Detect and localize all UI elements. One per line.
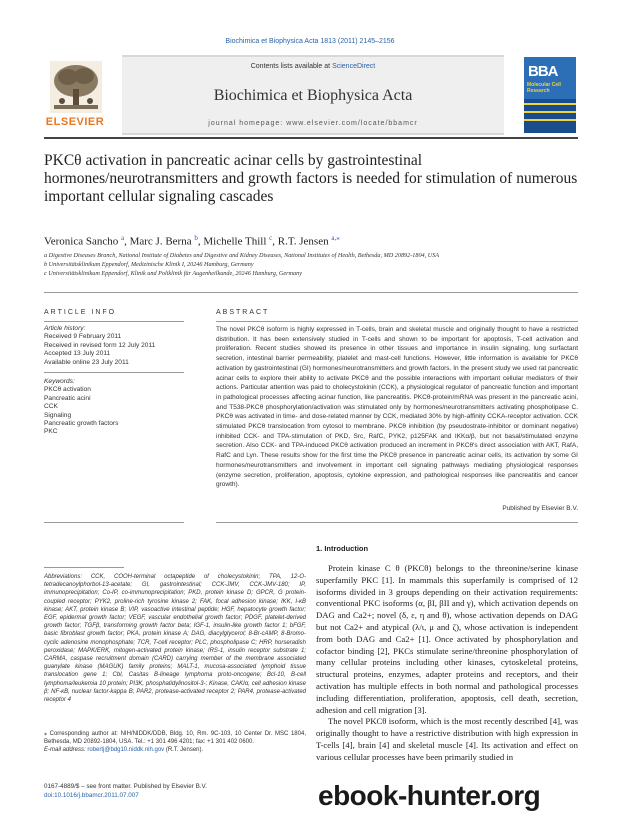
author-list: Veronica Sancho $^a$, Marc J. Berna $^b$, Michelle Thill $^c$, R.T. Jensen $^{a,⁎}$ (44, 234, 340, 248)
keyword: PKC (44, 428, 58, 436)
history-entry: Received 9 February 2011 (44, 333, 122, 341)
journal-title: Biochimica et Biophysica Acta (213, 87, 413, 104)
section-rule (44, 292, 578, 293)
email-label: E-mail address: (44, 747, 88, 754)
history-entry: Available online 23 July 2011 (44, 358, 129, 366)
cover-stripe (524, 111, 576, 113)
watermark: ebook-hunter.org (318, 780, 541, 811)
affiliation: c Universitätsklinikum Eppendorf, Klinik und Poliklinik für Augenheilkunde, 20246 Hamburg, Germany (44, 270, 302, 277)
masthead-rule (44, 137, 578, 139)
author-name[interactable]: Michelle Thill (203, 235, 267, 248)
section-heading-introduction: 1. Introduction (316, 544, 369, 553)
author-affiliation-mark[interactable]: a,⁎ (331, 234, 340, 242)
article-info-heading: ARTICLE INFO (44, 309, 117, 316)
email-line (44, 746, 306, 754)
issn-block (44, 783, 294, 800)
affiliations (44, 251, 578, 278)
contents-prefix: Contents lists available at (250, 63, 333, 70)
masthead-center (122, 55, 504, 135)
elsevier-tree-icon (50, 61, 102, 113)
corresponding-author (44, 730, 306, 755)
corresponding-text: ⁎ Corresponding author at: NIH/NIDDK/DDB, Bldg. 10, Rm. 9C-103, 10 Center Dr. MSC 1804, Bethesda, MD 20892-1804, USA. Tel.: +1 301 496 4201; fax: +1 301 402 0600. (44, 731, 306, 746)
journal-cover (524, 57, 576, 133)
issn-line: 0167-4889/$ – see front matter. Published by Elsevier B.V. (44, 783, 207, 790)
keyword: Pancreatic growth factors (44, 420, 119, 428)
divider (216, 522, 578, 523)
abstract-text: The novel PKCθ isoform is highly expressed in T-cells, brain and skeletal muscle and originally thought to have a restricted distribution. It has been extensively studied in T-cells and shown to be important for apoptosis, T-cell activation and proliferation. Recent studies showed its presence in other tissues and importance in insulin signaling, lung surfactant secretion, intestinal barrier permeability, platelet and mast-cell functions. However, little information is available for PKCθ activation by gastrointestinal (GI) hormones/neurotransmitters and growth factors. In the present study we used rat pancreatic acinar cells to explore their ability to activate PKCθ and the possible interactions with important cellular mediators of their actions. Particular attention was paid to cholecystokinin (CCK), a physiological regulator of pancreatic function and important in pathological processes affecting acinar function, like pancreatitis. PKCθ-protein/mRNA was present in the pancreatic acini, and T538-PKCθ phosphorylation/activation was stimulated only by hormones/neurotransmitters activating phospholipase C. PKCθ was activated in time- and dose-related manner by CCK, mediated 30% by high-affinity CCKA-receptor activation. CCK stimulated PKCθ translocation from cytosol to membrane. PKCθ inhibition (by pseudostrate-inhibitor or dominant negative) inhibited CCK- and TPA-stimulation of PKD, Src, RafC, PYK2, p125FAK and IKKα/β, but not basal/stimulated enzyme secretion. Also CCK- and TPA-induced PKCθ activation produced an increment in PKCθ's direct association with AKT, RafA, RafC and Lyn. These results show for the first time the PKCθ presence in pancreatic acinar cells, its activation by some GI hormones/neurotransmitters and involvement in important cell signaling pathways mediating physiological responses (enzyme secretion, proliferation, apoptosis, cytokine expression, and pathological responses like pancreatitis and cancer growth). (216, 326, 578, 489)
keywords (44, 378, 184, 437)
cover-stripe (524, 103, 576, 105)
author-name[interactable]: Marc J. Berna (129, 235, 192, 248)
divider (44, 321, 184, 322)
abbreviations-text: Abbreviations: CCK, COOH-terminal octapeptide of cholecystokinin; TPA, 12-O-tetradecanoylphorbol-13-acetate; GI, gastrointestinal; CCK-JMV, CCK-JMV-180; IP, immunoprecipitation; Co-IP, co-immunoprecipitation; PKD, protein kinase D; GPCR, G protein-coupled receptor; PYK2, proline-rich tyrosine kinase 2; FAK, focal adhesion kinase; IKK, I-κB kinase; AKT, protein kinase B; VIP, vasoactive intestinal peptide; HGF, hepatocyte growth factor; EGF, epidermal growth factor; VEGF, vascular endothelial growth factor; PDGF, platelet-derived growth factor; TGFβ, transforming growth factor beta; IGF-1, insulin-like growth factor 1; bFGF, basic fibroblast growth factor; PKA, protein kinase A; DAG, diacylglycerol; 8-Br-cAMP, 8-Bromo-cyclic adenosine monophosphate; TCR, T-cell receptor; PLC, phospholipase C; HRP, horseradish peroxidase; MAPK/ERK, mitogen-activated protein kinase; IRS-1, insulin receptor substrate 1; CARMA, caspase recruitment domain (CARD) carrying member of the membrane associated guanylate kinase (MAGUK) family proteins; MALT-1, mucosa-associated lymphoid tissue translocation gene 1; Cbl, Casitas B-lineage lymphoma proto-oncogene; Bcl-10, B-cell lymphoma/leukemia 10 protein; PI3K, phosphatidylinositol-3-; Kinase, CAKIα, cell adhesion kinase β; NF-κB, nuclear factor-kappa B; PAR2, protease-activated receptor 2; PAR4, protease-activated receptor 4 (44, 574, 306, 704)
author-name[interactable]: Veronica Sancho (44, 235, 119, 248)
keyword: PKCθ activation (44, 386, 91, 394)
sciencedirect-link[interactable]: ScienceDirect (332, 63, 376, 70)
contents-line (122, 63, 504, 70)
affiliation: b Universitätsklinikum Eppendorf, Medizinische Klinik I, 20246 Hamburg, Germany (44, 261, 254, 268)
paragraph: Protein kinase C θ (PKCθ) belongs to the threonine/serine kinase superfamily PKC [1]. In mammals this superfamily is comprised of 12 isoforms divided in 3 groups depending on their activation requirements: conventional PKC isoforms (α, βI, βII and γ), which activation depends on DAG and Ca2+; novel (δ, ε, η and θ), whose activation depends on DAG but not Ca2+ and atypical (λ/ι, μ and ζ), whose activation is independent from both DAG and Ca2+ [1]. Once activated by phosphorylation and cofactor binding [2], PKCs stimulate serine/threonine phosphorylation of many cellular proteins including other kinases, cytoskeletal proteins, structural proteins, enzymes, adapter proteins and receptors, and their activation has multiple effects in both normal and pathological processes including differentiation, proliferation, apoptosis, cell death, secretion, adhesion and cell migration [3]. (316, 563, 578, 715)
email-suffix: (R.T. Jensen). (164, 747, 204, 754)
email-link[interactable]: robertj@bdg10.niddk.nih.gov (87, 747, 165, 754)
cover-subtitle: Molecular Cell Research (527, 82, 561, 94)
author-name[interactable]: R.T. Jensen (277, 235, 329, 248)
elsevier-logo (44, 61, 106, 135)
publisher-name: ELSEVIER (45, 116, 105, 128)
keywords-label: Keywords: (44, 378, 75, 385)
keyword: Signaling (44, 411, 72, 419)
introduction-body (316, 563, 578, 764)
affiliation: a Digestive Diseases Branch, National Institute of Diabetes and Digestive and Kidney Diseases, National Institutes of Health, Bethesda, MD 20892-1804, USA (44, 252, 440, 259)
abstract-heading: ABSTRACT (216, 309, 270, 316)
published-by: Published by Elsevier B.V. (502, 505, 578, 512)
article-history (44, 325, 184, 367)
journal-homepage[interactable]: journal homepage: www.elsevier.com/locate/bbamcr (208, 120, 418, 127)
cover-stripe (524, 119, 576, 121)
divider (216, 321, 578, 322)
doi-link[interactable]: doi:10.1016/j.bbamcr.2011.07.007 (44, 791, 139, 799)
history-label: Article history: (44, 325, 86, 332)
keyword: Pancreatic acini (44, 394, 91, 402)
author-affiliation-mark[interactable]: c (269, 234, 273, 242)
abbreviations-footnote (44, 573, 306, 704)
cover-title: BBA (528, 63, 558, 80)
footnote-rule (44, 567, 124, 568)
divider (44, 522, 184, 523)
author-affiliation-mark[interactable]: b (194, 234, 198, 242)
history-entry: Received in revised form 12 July 2011 (44, 341, 156, 349)
journal-masthead (44, 55, 578, 135)
paragraph: The novel PKCθ isoform, which is the most recently described [4], was originally thought to have a restrictive distribution with high expression in T-cells [4], brain [4] and skeletal muscle [4]. Its activation and effect on various cellular processes have been primarily studied in (316, 716, 578, 762)
divider (44, 372, 184, 373)
journal-citation[interactable]: Biochimica et Biophysica Acta 1813 (2011) 2145–2156 (225, 38, 395, 45)
history-entry: Accepted 13 July 2011 (44, 350, 111, 358)
keyword: CCK (44, 403, 58, 411)
article-title: PKCθ activation in pancreatic acinar cells by gastrointestinal hormones/neurotransmitters and growth factors is needed for stimulation of numerous important cellular signaling cascades (44, 152, 578, 205)
author-affiliation-mark[interactable]: a (120, 234, 125, 242)
